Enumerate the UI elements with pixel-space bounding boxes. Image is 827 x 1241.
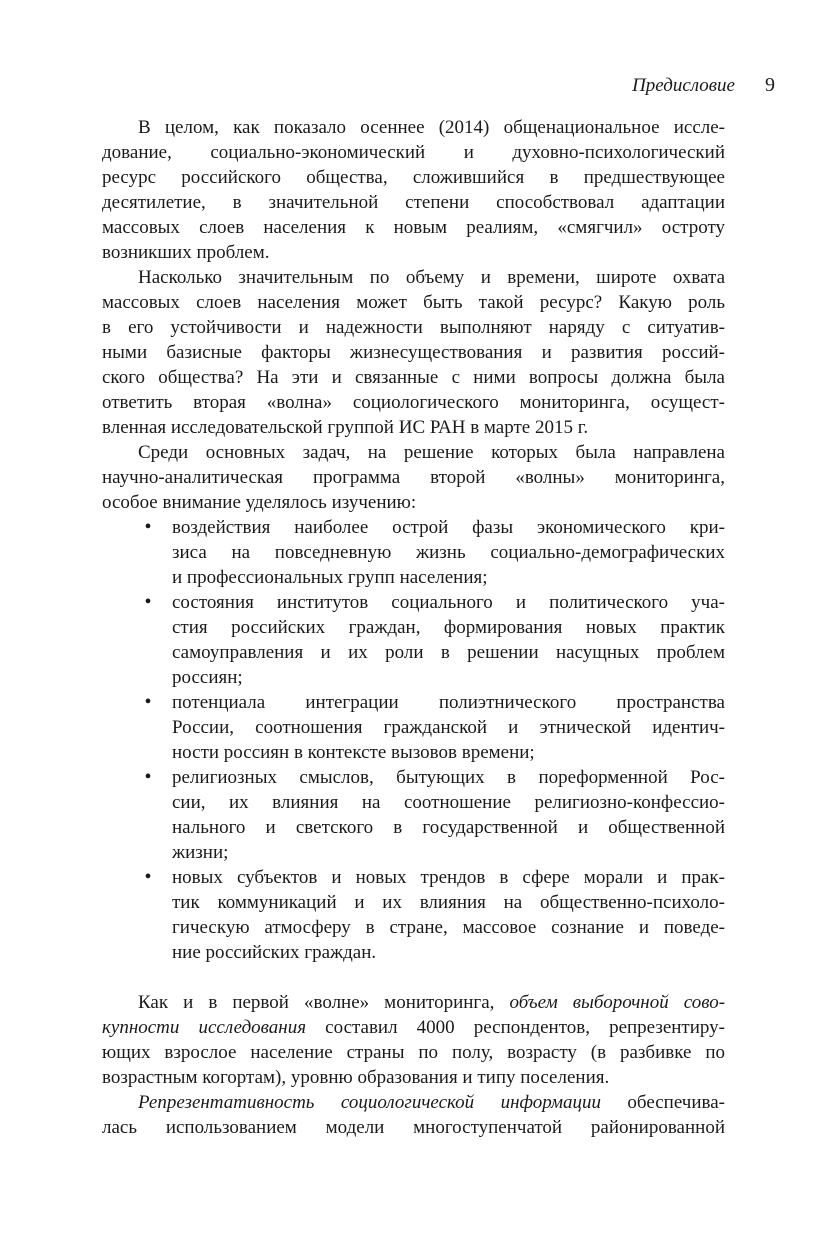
- text-line: ющих взрослое население страны по полу, возрасту (в разбивке по: [102, 1042, 725, 1063]
- bullet-icon: •: [144, 691, 152, 713]
- text-run: обеспечива-: [627, 1092, 726, 1113]
- running-header: [632, 74, 775, 102]
- list-item: [102, 765, 725, 865]
- text-line: в его устойчивости и надежности выполняют наряду с ситуатив-: [102, 317, 725, 338]
- text-line: особое внимание уделялось изучению:: [102, 492, 417, 513]
- text-line: нального и светского в государственной и общественной: [172, 817, 725, 838]
- text-line: зиса на повседневную жизнь социально-демографических: [172, 542, 725, 563]
- text-line: массовых слоев населения может быть такой ресурс? Какую роль: [102, 292, 725, 313]
- page-number: 9: [765, 74, 775, 96]
- italic-term: объем выборочной сово-: [509, 992, 726, 1013]
- text-line: сии, их влияния на соотношение религиозно-конфессио-: [172, 792, 725, 813]
- section-gap: [102, 965, 725, 990]
- bullet-list: [102, 515, 725, 965]
- text-line: научно-аналитическая программа второй «волны» мониторинга,: [102, 467, 725, 488]
- text-line: В целом, как показало осеннее (2014) общенациональное иссле-: [138, 117, 725, 138]
- text-line: ние российских граждан.: [172, 942, 377, 963]
- text-line: россиян;: [172, 667, 243, 688]
- text-line: возрастным когортам), уровню образования и типу поселения.: [102, 1067, 610, 1088]
- text-line: вленная исследовательской группой ИС РАН в марте 2015 г.: [102, 417, 589, 438]
- text-line: массовых слоев населения к новым реалиям, «смягчил» остроту: [102, 217, 725, 238]
- text-line: возникших проблем.: [102, 242, 270, 263]
- text-run: составил 4000 респондентов, репрезентиру-: [325, 1017, 725, 1038]
- text-line: [102, 990, 725, 1015]
- text-line: религиозных смыслов, бытующих в пореформенной Рос-: [172, 767, 725, 788]
- bullet-icon: •: [144, 766, 152, 788]
- bullet-icon: •: [144, 591, 152, 613]
- text-line: состояния институтов социального и политического уча-: [172, 592, 725, 613]
- list-item: [102, 515, 725, 590]
- italic-term: купности исследования: [102, 1017, 307, 1038]
- body-text: [102, 115, 725, 1140]
- text-line: России, соотношения гражданской и этнической идентич-: [172, 717, 725, 738]
- bullet-icon: •: [144, 866, 152, 888]
- italic-term: Репрезентативность социологической информации: [138, 1092, 601, 1113]
- text-run: Как и в первой «волне» мониторинга,: [138, 992, 495, 1013]
- text-line: дование, социально-экономический и духовно-психологический: [102, 142, 725, 163]
- text-line: воздействия наиболее острой фазы экономического кри-: [172, 517, 725, 538]
- list-item: [102, 590, 725, 690]
- list-item: [102, 865, 725, 965]
- paragraph-resource-question: [102, 265, 725, 440]
- text-line: стия российских граждан, формирования новых практик: [172, 617, 725, 638]
- text-line: лась использованием модели многоступенчатой районированной: [102, 1117, 725, 1138]
- text-line: Среди основных задач, на решение которых была направлена: [138, 442, 725, 463]
- text-line: ресурс российского общества, сложившийся в предшествующее: [102, 167, 725, 188]
- paragraph-representativeness: [102, 1090, 725, 1140]
- text-line: ности россиян в контексте вызовов времени;: [172, 742, 535, 763]
- paragraph-sample-size: [102, 990, 725, 1090]
- text-line: [102, 1090, 725, 1115]
- text-line: ными базисные факторы жизнесуществования и развития россий-: [102, 342, 725, 363]
- text-line: ответить вторая «волна» социологического мониторинга, осущест-: [102, 392, 725, 413]
- text-line: тик коммуникаций и их влияния на общественно-психоло-: [172, 892, 725, 913]
- text-line: гическую атмосферу в стране, массовое сознание и поведе-: [172, 917, 725, 938]
- bullet-icon: •: [144, 516, 152, 538]
- text-line: новых субъектов и новых трендов в сфере морали и прак-: [172, 867, 725, 888]
- text-line: [102, 1015, 725, 1040]
- paragraph-general-result: [102, 115, 725, 265]
- paragraph-main-tasks: [102, 440, 725, 515]
- text-line: самоуправления и их роли в решении насущных проблем: [172, 642, 725, 663]
- list-item: [102, 690, 725, 765]
- text-line: жизни;: [172, 842, 229, 863]
- text-line: и профессиональных групп населения;: [172, 567, 488, 588]
- text-line: потенциала интеграции полиэтнического пространства: [172, 692, 725, 713]
- text-line: Насколько значительным по объему и времени, широте охвата: [138, 267, 725, 288]
- text-line: ского общества? На эти и связанные с ними вопросы должна была: [102, 367, 725, 388]
- text-line: десятилетие, в значительной степени способствовал адаптации: [102, 192, 725, 213]
- running-header-title: Предисловие: [632, 75, 735, 96]
